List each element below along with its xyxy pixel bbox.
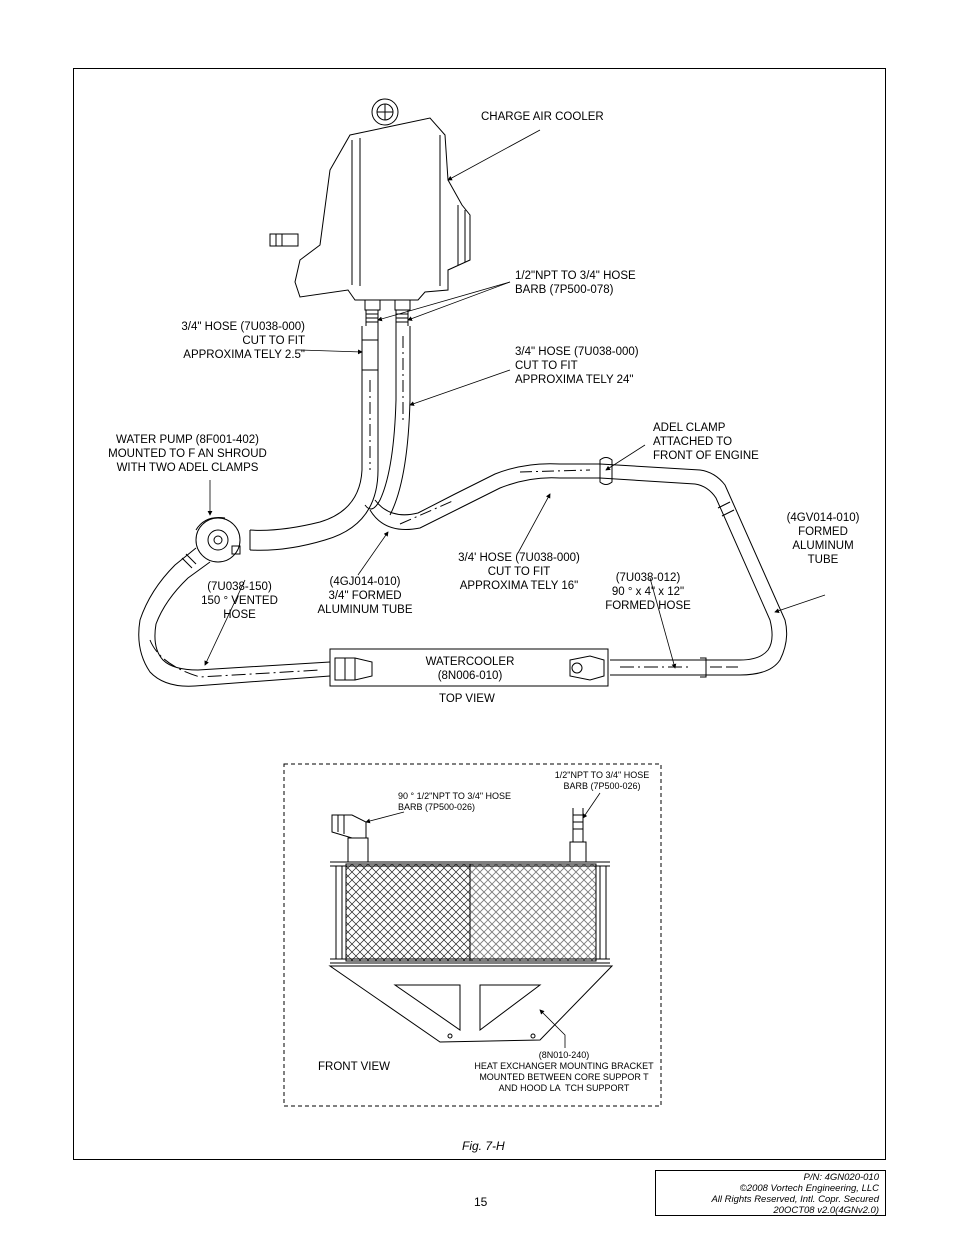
label-formed-tube-left: (4GJ014-010) 3/4" FORMED ALUMINUM TUBE xyxy=(317,576,413,616)
label-top-view: TOP VIEW xyxy=(439,693,495,705)
heat-exchanger-front-view xyxy=(330,808,612,1042)
label-water-pump: WATER PUMP (8F001-402) MOUNTED TO F AN SHROUD WITH TWO ADEL CLAMPS xyxy=(108,434,267,474)
revision: 20OCT08 v2.0(4GNv2.0) xyxy=(773,1205,879,1216)
label-hose-24: 3/4" HOSE (7U038-000) CUT TO FIT APPROXIMA TELY 24" xyxy=(515,346,639,386)
label-bracket: (8N010-240) HEAT EXCHANGER MOUNTING BRACKET MOUNTED BETWEEN CORE SUPPOR T AND HOOD LA TCH SUPPORT xyxy=(474,1050,654,1093)
label-watercooler: WATERCOOLER (8N006-010) xyxy=(425,656,515,682)
page-number: 15 xyxy=(474,1195,488,1209)
part-info-box xyxy=(655,1170,886,1216)
label-formed-hose: (7U038-012) 90 ° x 4" x 12" FORMED HOSE xyxy=(605,572,691,612)
label-hose-16: 3/4' HOSE (7U038-000) CUT TO FIT APPROXIMA TELY 16" xyxy=(458,552,580,592)
rights: All Rights Reserved, Intl. Copr. Secured xyxy=(711,1194,879,1205)
label-front-view: FRONT VIEW xyxy=(318,1061,390,1073)
label-formed-tube-right: (4GV014-010) FORMED ALUMINUM TUBE xyxy=(786,512,860,566)
label-vented-hose: (7U038-150) 150 ° VENTED HOSE xyxy=(201,581,278,621)
label-barb-straight: 1/2"NPT TO 3/4" HOSE BARB (7P500-026) xyxy=(554,770,650,791)
part-number: P/N: 4GN020-010 xyxy=(803,1172,879,1183)
label-barb-90: 90 ° 1/2"NPT TO 3/4" HOSE BARB (7P500-026) xyxy=(398,791,512,812)
copyright: ©2008 Vortech Engineering, LLC xyxy=(739,1183,879,1194)
figure-caption: Fig. 7-H xyxy=(462,1139,505,1153)
label-hose-barb-top: 1/2"NPT TO 3/4" HOSE BARB (7P500-078) xyxy=(515,270,636,296)
hose-barbs-top xyxy=(366,310,408,326)
charge-air-cooler xyxy=(270,99,470,310)
hose-routing xyxy=(139,326,787,686)
label-hose-short: 3/4" HOSE (7U038-000) CUT TO FIT APPROXIMA TELY 2.5" xyxy=(181,321,305,361)
label-charge-air-cooler: CHARGE AIR COOLER xyxy=(481,111,604,123)
label-adel-clamp: ADEL CLAMP ATTACHED TO FRONT OF ENGINE xyxy=(653,422,759,462)
